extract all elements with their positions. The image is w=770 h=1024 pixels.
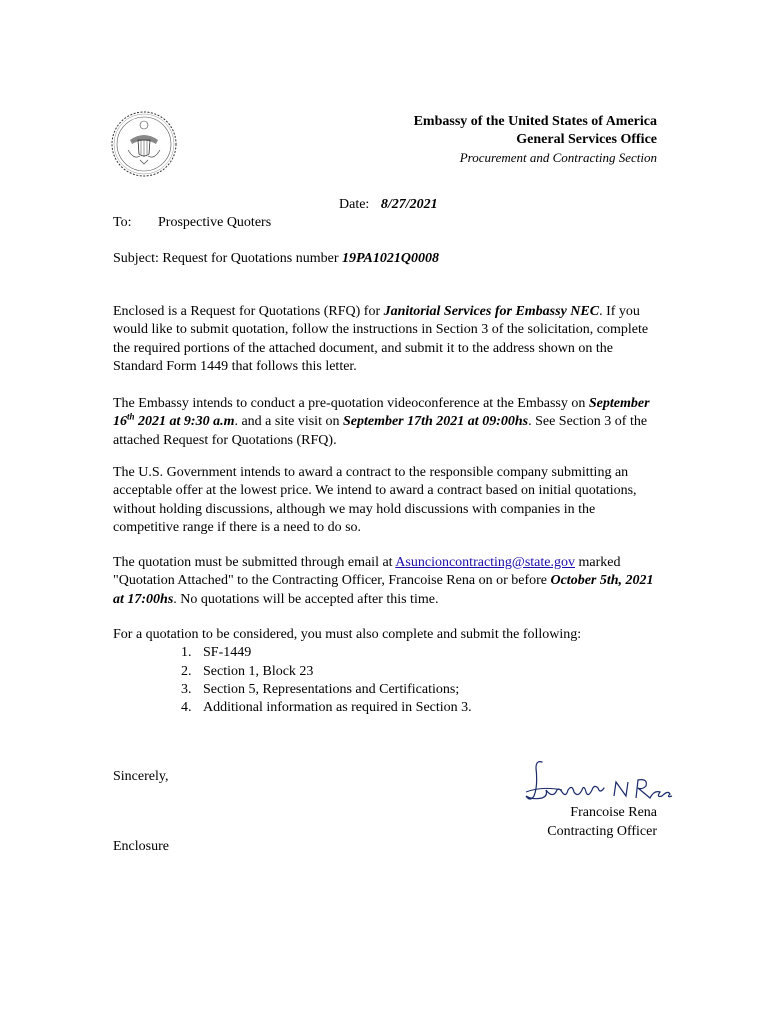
subject-line — [113, 251, 439, 267]
requirements-list — [113, 644, 663, 717]
p2-conf-month-day: September 16 — [113, 396, 650, 430]
signer-title: Contracting Officer — [547, 824, 657, 839]
p2-conf-rest: 2021 at 9:30 a.m — [138, 414, 235, 430]
to-label: To: — [113, 215, 132, 230]
list-item-text: Section 1, Block 23 — [203, 663, 314, 679]
great-seal-icon — [110, 110, 178, 178]
p4-rest: . No quotations will be accepted after this time. — [173, 591, 439, 607]
p1-end-mark: . — [599, 304, 603, 319]
p2-end-mark: . — [528, 414, 532, 430]
list-item-number: 1. — [181, 645, 192, 661]
list-item-text: Section 5, Representations and Certifications; — [203, 681, 460, 697]
p4-deadline: October 5th, 2021 at 17:00hs — [113, 573, 654, 607]
list-item-number: 4. — [181, 700, 192, 716]
paragraph-award: The U.S. Government intends to award a contract to the responsible company submitting an acceptable offer at the lowest price. We intend to award a contract based on initial quotations, without holding discussions, although we may hold discussions with companies in the competitive range if there is a need to do so. — [113, 465, 637, 535]
rfq-number: 19PA1021Q0008 — [342, 251, 439, 266]
to-value: Prospective Quoters — [158, 215, 272, 230]
p2-site-visit: September 17th 2021 at 09:00hs — [342, 414, 529, 430]
recipient-line — [113, 215, 272, 231]
p1-rest: If you would like to submit quotation, follow the instructions in Section 3 of the solicitation, complete the required portions of the attached document, and submit it to the address shown on the Standard Form 1449 that follows this letter. — [113, 304, 649, 374]
letterhead — [414, 113, 657, 167]
list-item-number: 3. — [181, 681, 192, 697]
list-item-text: Additional information as required in Section 3. — [203, 700, 472, 716]
section-name: Procurement and Contracting Section — [459, 150, 657, 165]
date-label: Date: — [339, 197, 370, 212]
list-item — [113, 663, 663, 681]
office-name: General Services Office — [516, 132, 657, 147]
email-link[interactable]: Asuncioncontracting@state.gov — [395, 555, 575, 570]
list-item-number: 2. — [181, 663, 192, 679]
paragraph-submission — [113, 554, 663, 609]
handwritten-signature — [522, 756, 677, 808]
enclosure-note: Enclosure — [113, 839, 169, 854]
date-line — [339, 197, 438, 213]
p2-intro: The Embassy intends to conduct a pre-quotation videoconference at the Embassy on — [113, 396, 586, 411]
p1-intro: Enclosed is a Request for Quotations (RFQ) for — [113, 304, 381, 319]
date-value: 8/27/2021 — [380, 197, 438, 212]
embassy-name: Embassy of the United States of America — [413, 114, 657, 129]
p2-conf-sup: th — [127, 411, 135, 422]
subject-label: Subject: Request for Quotations number — [113, 251, 339, 266]
signature-block — [547, 803, 657, 841]
paragraph-requirements — [113, 626, 663, 717]
signer-name: Francoise Rena — [570, 805, 657, 820]
p2-mid: . and a site visit on — [234, 414, 340, 430]
paragraph-conference — [113, 395, 663, 450]
list-item — [113, 644, 663, 662]
p4-intro: The quotation must be submitted through email at — [113, 555, 393, 570]
salutation: Sincerely, — [113, 769, 169, 784]
paragraph-rfq-intro — [113, 303, 663, 376]
p5-intro: For a quotation to be considered, you must also complete and submit the following: — [113, 627, 582, 642]
list-item-text: SF-1449 — [203, 645, 252, 661]
list-item — [113, 681, 663, 699]
p2-rest: See Section 3 of the attached Request for Quotations (RFQ). — [113, 414, 648, 448]
list-item — [113, 699, 663, 717]
p1-service: Janitorial Services for Embassy NEC — [383, 304, 600, 319]
p4-mid: marked "Quotation Attached" to the Contracting Officer, Francoise Rena on or before — [113, 555, 621, 589]
